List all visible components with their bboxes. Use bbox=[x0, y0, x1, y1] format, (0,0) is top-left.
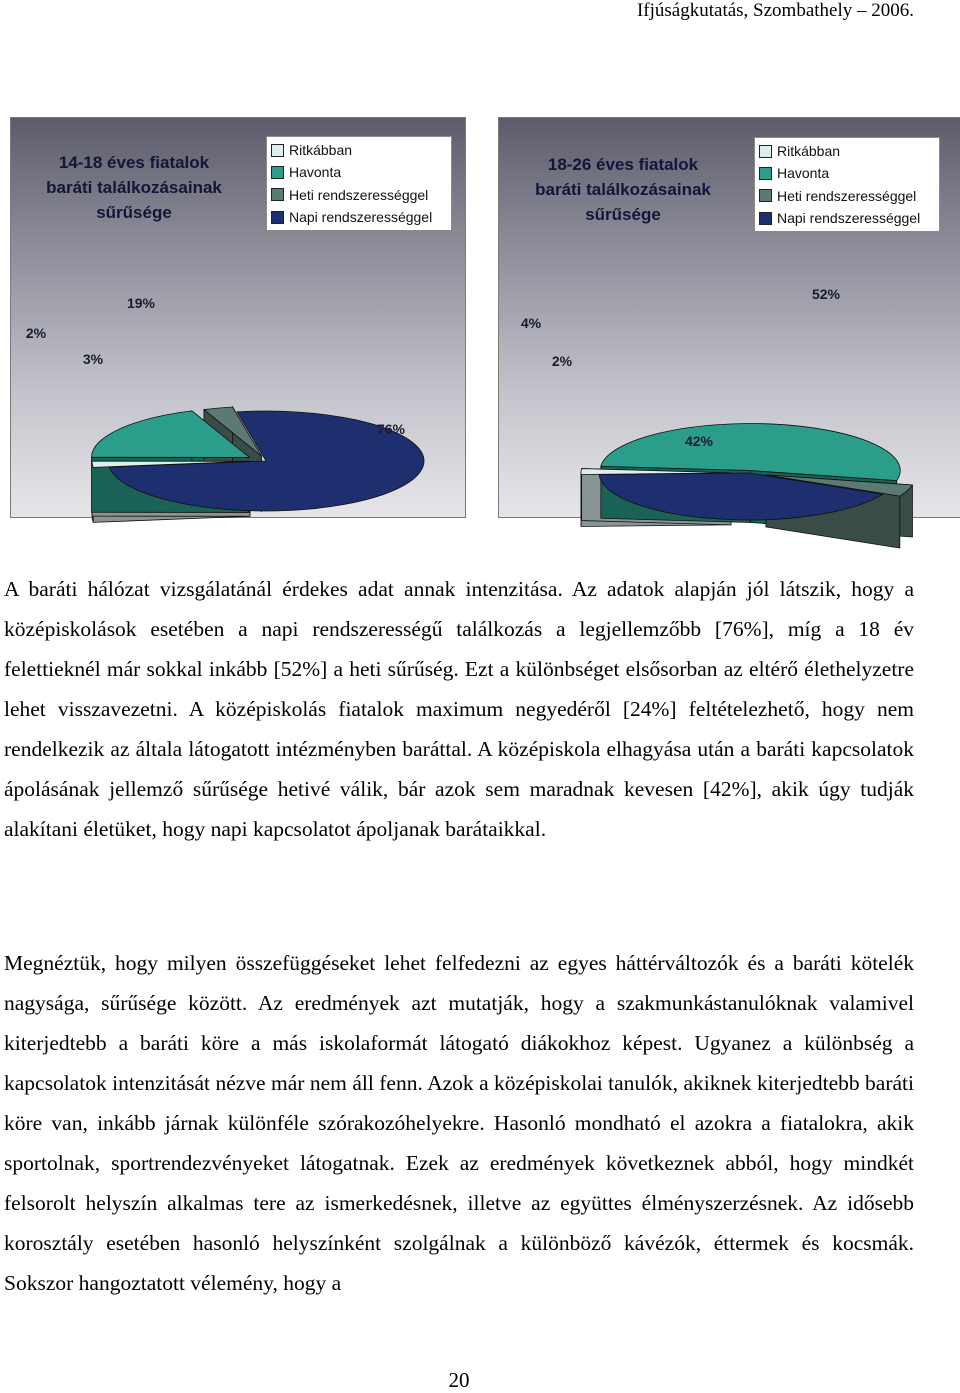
legend-label: Napi rendszerességgel bbox=[777, 207, 920, 229]
chart-title-line: baráti találkozásainak bbox=[25, 175, 243, 200]
pie-value-label: 2% bbox=[26, 325, 47, 341]
pie-value-label: 4% bbox=[521, 315, 542, 331]
running-header: Ifjúságkutatás, Szombathely – 2006. bbox=[637, 0, 914, 22]
chart-title-line: 18-26 éves fiatalok bbox=[513, 152, 733, 177]
chart-panel-18-26 bbox=[498, 117, 960, 518]
pie-chart-14-18 bbox=[11, 118, 465, 517]
body-paragraph: Megnéztük, hogy milyen összefüggéseket lehet felfedezni az egyes háttérváltozók és a baráti kötelék nagysága, sűrűsége között. Az eredmények azt mutatják, hogy a szakmunkástanulóknak valamivel kiterjedtebb a baráti köre a más iskolaformát látogató diákokhoz képest. Ugyanez a különbség a kapcsolatok intenzitását nézve már nem áll fenn. Azok a középiskolai tanulók, akiknek kiterjedtebb baráti köre van, inkább járnak különféle szórakozóhelyekre. Hasonló mondható el azokra a fiatalokra, akik sportolnak, sportrendezvényeket látogatnak. Ezek az eredmények következnek abból, hogy mindkét felsorolt helyszín alkalmas tere az ismerkedésnek, illetve az együttes élményszerzésnek. Az idősebb korosztály esetében hasonló helyszínként szolgálnak a különböző kávézók, éttermek és kocsmák. Sokszor hangoztatott vélemény, hogy a bbox=[4, 943, 914, 1303]
pie-value-label: 42% bbox=[685, 433, 714, 449]
page-number: 20 bbox=[0, 1368, 918, 1393]
chart-panel-14-18 bbox=[10, 117, 466, 518]
pie-value-label: 76% bbox=[377, 421, 406, 437]
pie-chart-18-26 bbox=[499, 118, 960, 517]
pie-value-label: 52% bbox=[812, 286, 841, 302]
legend-label: Ritkábban bbox=[289, 139, 352, 161]
legend-label: Heti rendszerességgel bbox=[777, 185, 916, 207]
pie-value-label: 2% bbox=[552, 353, 573, 369]
legend-label: Heti rendszerességgel bbox=[289, 184, 428, 206]
chart-title-line: sűrűsége bbox=[25, 200, 243, 225]
chart-title-line: baráti találkozásainak bbox=[513, 177, 733, 202]
chart-title-line: 14-18 éves fiatalok bbox=[25, 150, 243, 175]
legend-label: Ritkábban bbox=[777, 140, 840, 162]
chart-title-line: sűrűsége bbox=[513, 202, 733, 227]
pie-value-label: 19% bbox=[127, 295, 156, 311]
legend-label: Napi rendszerességgel bbox=[289, 206, 432, 228]
body-paragraph: A baráti hálózat vizsgálatánál érdekes adat annak intenzitása. Az adatok alapján jól látszik, hogy a középiskolások esetében a napi rendszerességű találkozás a legjellemzőbb [76%], míg a 18 év felettieknél már sokkal inkább [52%] a heti sűrűség. Ezt a különbséget elsősorban az eltérő élethelyzetre lehet visszavezetni. A középiskolás fiatalok maximum negyedéről [24%] feltételezhető, hogy nem rendelkezik az általa látogatott intézményben baráttal. A középiskola elhagyása után a baráti kapcsolatok ápolásának jellemző sűrűsége hetivé válik, bár azok sem maradnak kevesen [42%], akik úgy tudják alakítani életüket, hogy napi kapcsolatot ápoljanak barátaikkal. bbox=[4, 569, 914, 849]
pie-value-label: 3% bbox=[83, 351, 104, 367]
legend-label: Havonta bbox=[289, 161, 341, 183]
legend-label: Havonta bbox=[777, 162, 829, 184]
